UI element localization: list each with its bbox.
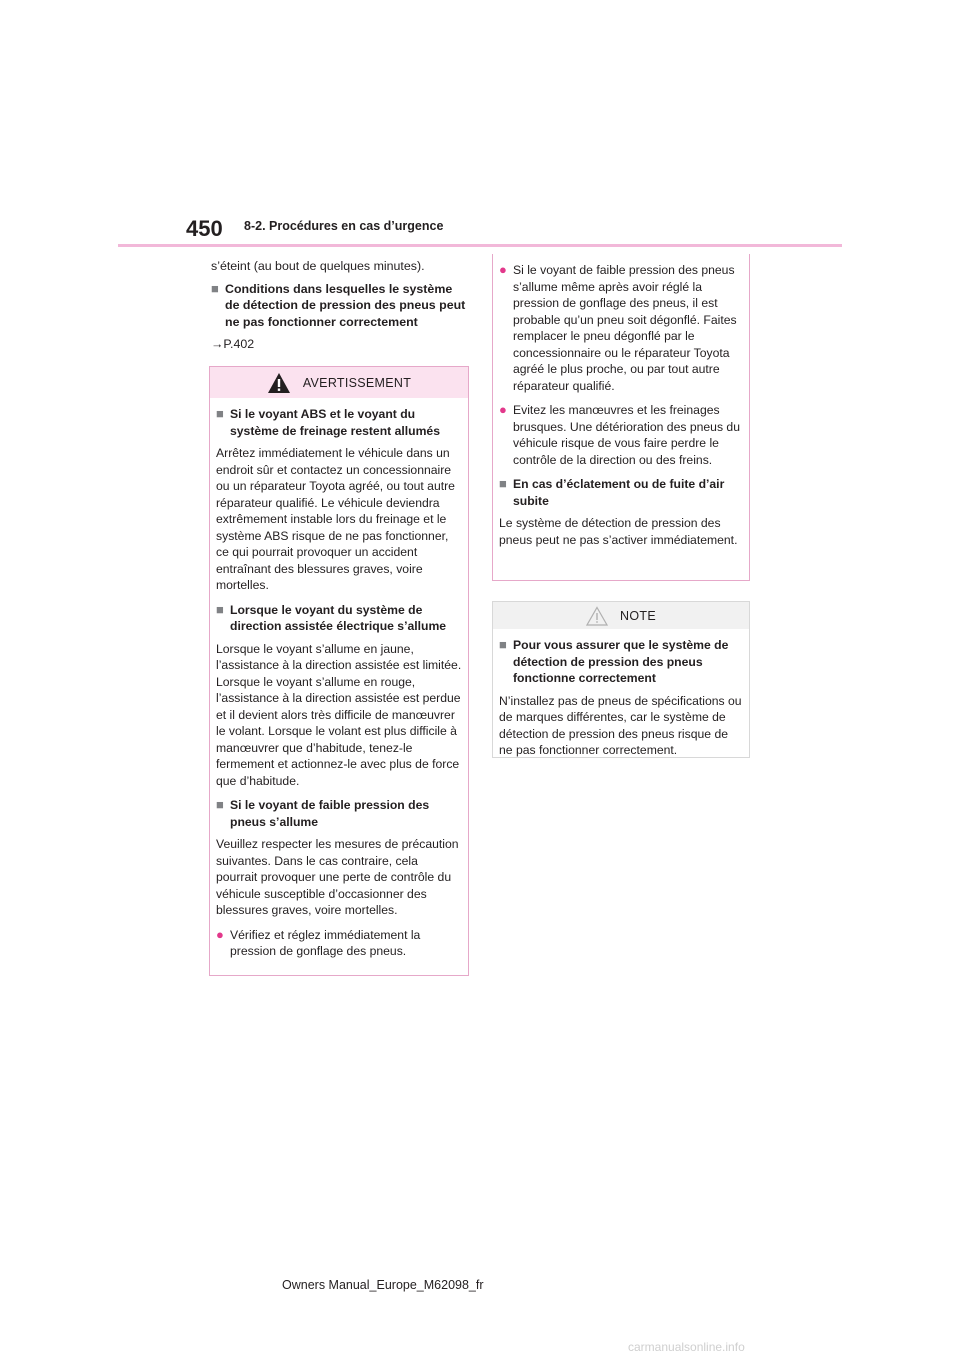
note-box	[492, 601, 750, 758]
warning-section-heading	[499, 476, 743, 509]
square-bullet-icon: ■	[216, 406, 224, 421]
warning-label: AVERTISSEMENT	[302, 375, 412, 390]
round-bullet-icon: ●	[499, 402, 507, 417]
warning-body	[210, 398, 468, 972]
warning-section-body: Le système de détection de pression des pneus peut ne pas s’activer immédiatement.	[499, 516, 738, 547]
note-label: NOTE	[620, 608, 656, 623]
page-reference-link[interactable]: →P.402	[211, 337, 255, 351]
note-header	[493, 602, 749, 629]
warning-box-continued	[492, 254, 750, 581]
warning-section-heading	[216, 797, 462, 830]
list-item-text: Si le voyant de faible pression des pneus s’allume même après avoir réglé la pression de gonflage des pneus, il est probable qu’un pneu soit dégonflé. Faites remplacer le pneu dégonflé par le concessionnaire ou le réparateur Toyota agréé le plus proche, ou par tout autre réparateur qualifié.	[513, 263, 737, 393]
square-bullet-icon: ■	[499, 476, 507, 491]
warning-section-heading-text: En cas d’éclatement ou de fuite d’air subite	[513, 477, 725, 508]
warning-continued-body	[493, 254, 749, 560]
warning-section-heading-text: Si le voyant ABS et le voyant du système de freinage restent allumés	[230, 407, 440, 438]
intro-text: s’éteint (au bout de quelques minutes).	[211, 259, 425, 273]
list-item-text: Vérifiez et réglez immédiatement la pression de gonflage des pneus.	[230, 927, 421, 958]
note-body	[493, 637, 749, 771]
note-body-text: N’installez pas de pneus de spécifications ou de marques différentes, car le système de détection de pression des pneus risque de ne pas fonctionner correctement.	[499, 693, 742, 757]
round-bullet-icon: ●	[499, 262, 507, 277]
conditions-heading	[211, 281, 467, 331]
left-column-text	[211, 258, 467, 359]
warning-box	[209, 366, 469, 976]
caution-triangle-icon	[586, 606, 608, 626]
warning-section-heading	[216, 602, 462, 635]
note-heading-text: Pour vous assurer que le système de détection de pression des pneus fonctionne correctement	[513, 638, 729, 685]
header-divider	[118, 244, 842, 247]
list-item-text: Evitez les manœuvres et les freinages brusques. Une détérioration des pneus du véhicule risque de vous faire perdre le contrôle de la direction ou des freins.	[513, 403, 740, 467]
warning-section-body: Veuillez respecter les mesures de précaution suivantes. Dans le cas contraire, cela pourrait provoquer une perte de contrôle du véhicule susceptible d’occasionner des blessures graves, voire mortelles.	[216, 837, 459, 917]
list-item	[499, 402, 743, 468]
note-heading	[499, 637, 743, 687]
warning-header	[210, 367, 468, 398]
warning-triangle-icon	[267, 372, 291, 394]
warning-section-heading	[216, 406, 462, 439]
footer-text: Owners Manual_Europe_M62098_fr	[282, 1278, 484, 1292]
watermark-text: carmanualsonline.info	[628, 1340, 745, 1354]
list-item	[499, 262, 743, 394]
list-item	[216, 927, 462, 960]
round-bullet-icon: ●	[216, 926, 224, 942]
section-title: 8-2. Procédures en cas d’urgence	[244, 219, 444, 233]
warning-section-heading-text: Lorsque le voyant du système de direction assistée électrique s’allume	[230, 602, 447, 633]
conditions-heading-text: Conditions dans lesquelles le système de détection de pression des pneus peut ne pas fonctionner correctement	[225, 281, 466, 329]
page-number: 450	[186, 216, 223, 241]
warning-section-body: Arrêtez immédiatement le véhicule dans un endroit sûr et contactez un concessionnaire ou un réparateur Toyota agréé, ou tout autre réparateur qualifié. Le véhicule deviendra extrêmement instable lors du freinage et le système ABS risque de ne pas fonctionner, ce qui pourrait provoquer un accident entraînant des blessures graves, voire mortelles.	[216, 446, 455, 592]
warning-section-body: Lorsque le voyant s’allume en jaune, l’assistance à la direction assistée est limitée. Lorsque le voyant s’allume en rouge, l’assistance à la direction assistée est perdue et il devient alors très difficile de manœuvrer le volant. Lorsque le volant est plus difficile à manœuvrer que d’habitude, tenez-le fermement et actionnez-le avec plus de force que d’habitude.	[216, 641, 462, 788]
square-bullet-icon: ■	[216, 797, 224, 812]
square-bullet-icon: ■	[499, 637, 507, 652]
square-bullet-icon: ■	[216, 601, 224, 617]
square-bullet-icon: ■	[211, 280, 219, 296]
warning-section-heading-text: Si le voyant de faible pression des pneus s’allume	[230, 798, 430, 829]
